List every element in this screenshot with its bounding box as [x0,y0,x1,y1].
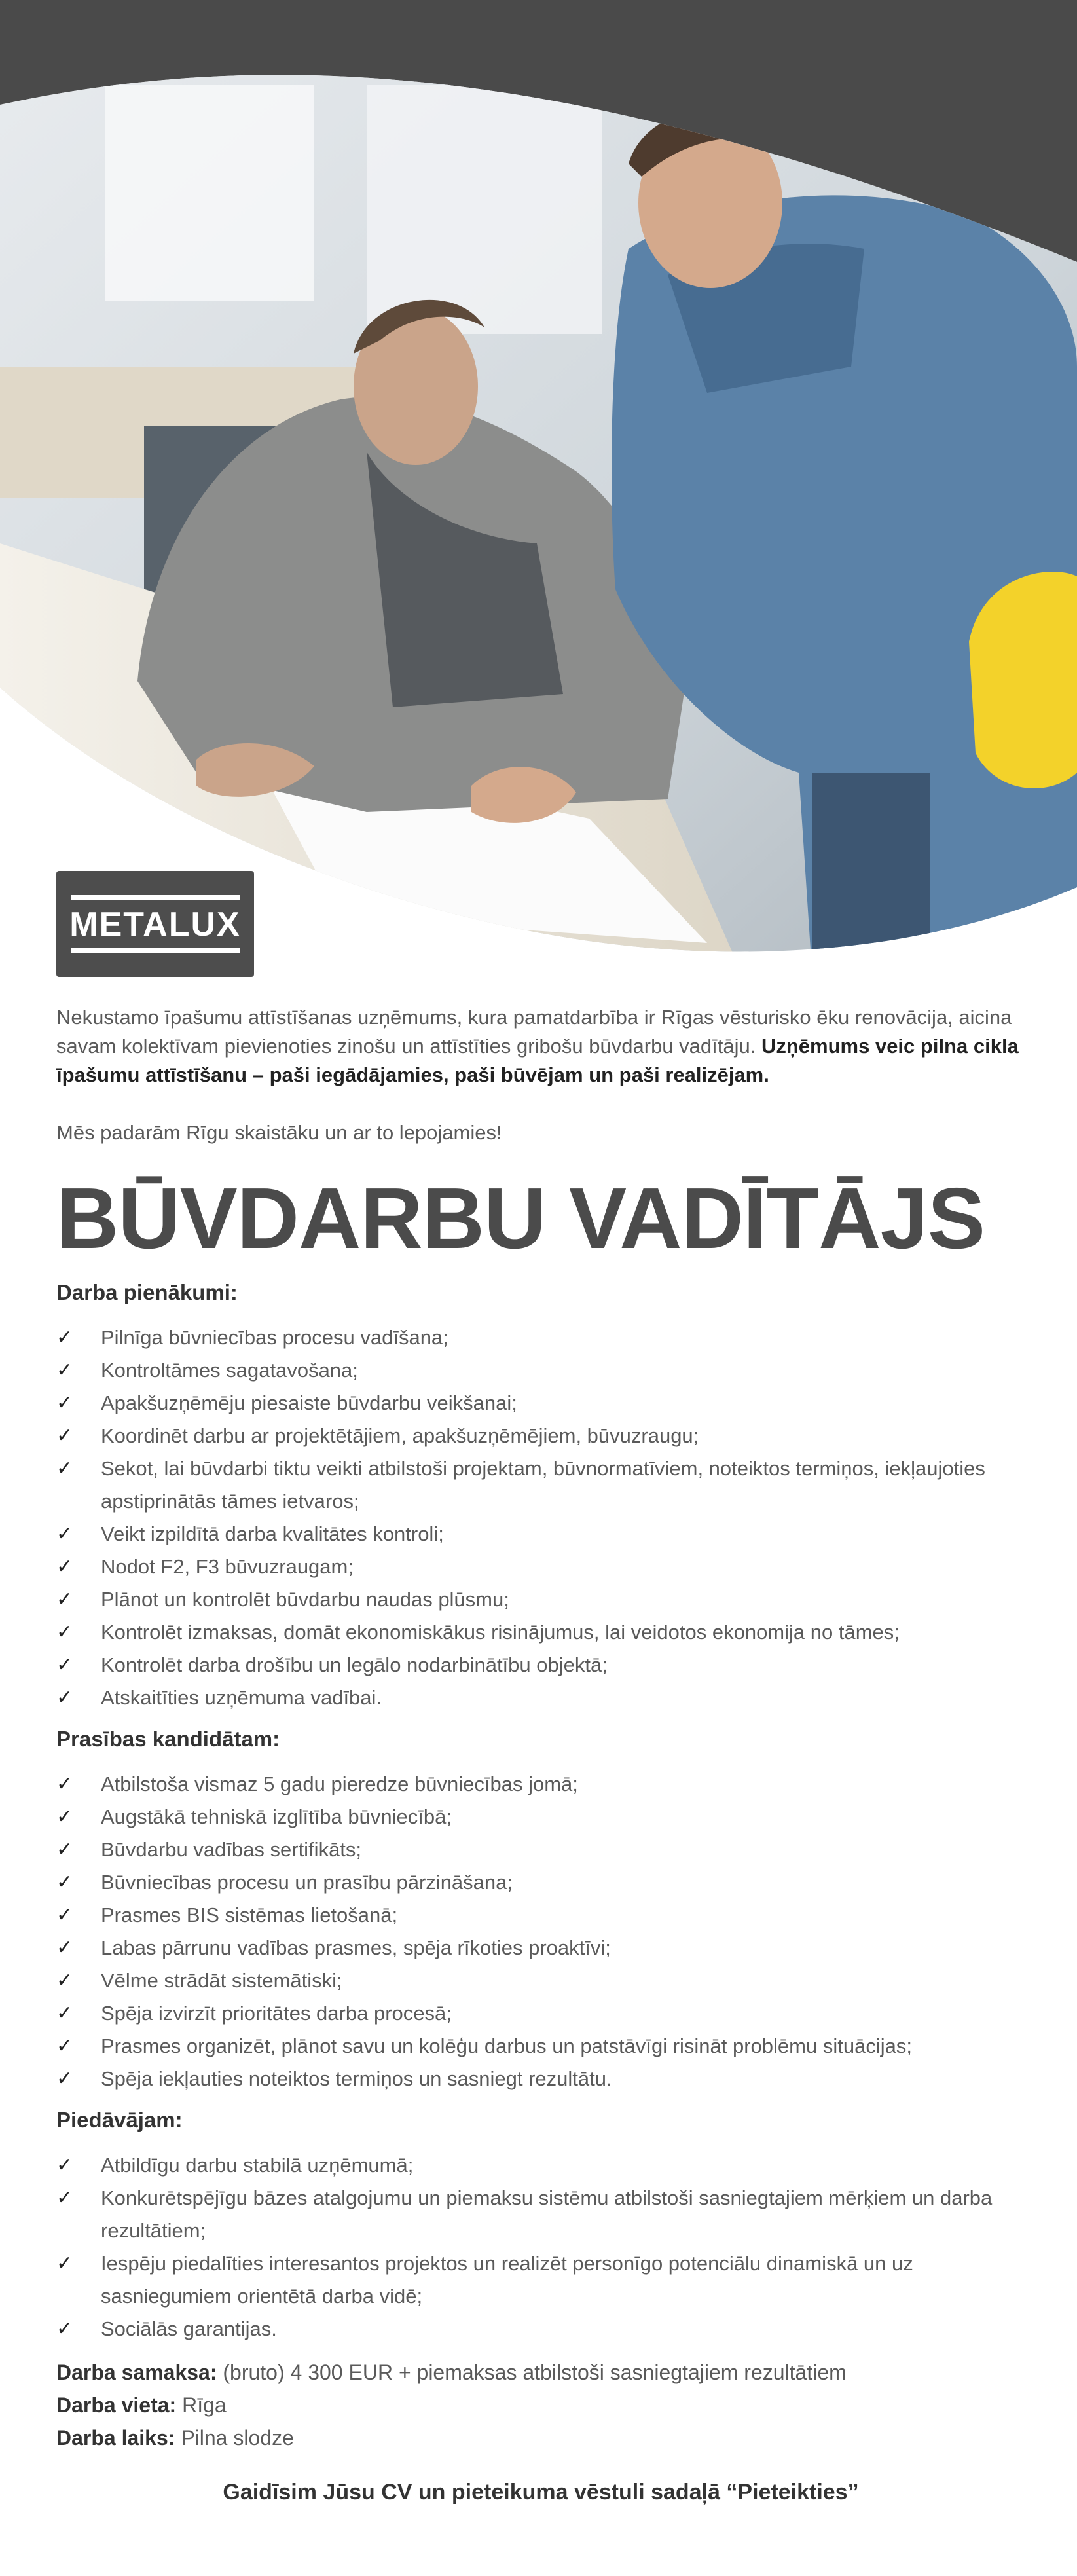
list-item-text: Kontrolēt izmaksas, domāt ekonomiskākus risinājumus, lai veidotos ekonomija no tāmes; [101,1621,900,1644]
check-list [56,1321,1025,1714]
checkmark-icon: ✓ [56,1327,73,1348]
list-item [56,1964,1025,1997]
checkmark-icon: ✓ [56,1589,73,1610]
checkmark-icon: ✓ [56,1458,73,1479]
term-salary [56,2356,1025,2389]
checkmark-icon: ✓ [56,1904,73,1926]
list-item-text: Atbildīgu darbu stabilā uzņēmumā; [101,2154,414,2177]
list-item-text: Vēlme strādāt sistemātiski; [101,1969,342,1992]
list-item-text: Sociālās garantijas. [101,2317,277,2340]
job-title: BŪVDARBU VADĪTĀJS [56,1170,985,1266]
list-item [56,1866,1025,1899]
term-hours-label: Darba laiks: [56,2426,175,2450]
checkmark-icon: ✓ [56,1806,73,1828]
term-location-value: Rīga [176,2393,227,2417]
company-intro [56,1003,1025,1090]
checkmark-icon: ✓ [56,1937,73,1959]
checkmark-icon: ✓ [56,1425,73,1446]
list-item-text: Būvniecības procesu un prasību pārzināšana; [101,1871,513,1894]
job-sections [56,1278,1025,2346]
logo-bottom-rule [71,948,240,953]
list-item-text: Prasmes BIS sistēmas lietošanā; [101,1904,398,1926]
checkmark-icon: ✓ [56,1970,73,1991]
list-item-text: Prasmes organizēt, plānot savu un kolēģu darbus un patstāvīgi risināt problēmu situācijas; [101,2034,912,2057]
list-item [56,1518,1025,1551]
checkmark-icon: ✓ [56,2187,73,2209]
list-item-text: Sekot, lai būvdarbi tiktu veikti atbilstoši projektam, būvnormatīviem, noteiktos termiņos, iekļaujoties apstiprinātās tāmes ietvaros; [101,1457,985,1513]
checkmark-icon: ✓ [56,1392,73,1414]
list-item-text: Atskaitīties uzņēmuma vadībai. [101,1686,382,1709]
list-item [56,2247,1025,2313]
checkmark-icon: ✓ [56,1773,73,1795]
list-item-text: Kontroltāmes sagatavošana; [101,1359,358,1382]
checkmark-icon: ✓ [56,1523,73,1545]
term-location-label: Darba vieta: [56,2393,177,2417]
metalux-logo [56,871,254,977]
checkmark-icon: ✓ [56,1621,73,1643]
list-item-text: Spēja izvirzīt prioritātes darba procesā; [101,2002,452,2025]
checkmark-icon: ✓ [56,1687,73,1708]
list-item [56,1833,1025,1866]
intro-bold-text: Uzņēmums veic pilna cikla īpašumu attīstīšanu – paši iegādājamies, paši būvējam un paši realizējam. [56,1035,1019,1086]
checkmark-icon: ✓ [56,2068,73,2089]
check-list [56,1768,1025,2095]
checkmark-icon: ✓ [56,1839,73,1860]
list-item [56,2030,1025,2063]
list-item [56,1583,1025,1616]
logo-top-rule [71,895,240,900]
list-item-text: Augstākā tehniskā izglītība būvniecībā; [101,1805,452,1828]
list-item [56,1682,1025,1714]
checkmark-icon: ✓ [56,1654,73,1676]
list-item [56,1616,1025,1649]
list-item [56,1768,1025,1801]
list-item [56,1649,1025,1682]
section-heading: Piedāvājam: [56,2108,183,2132]
list-item [56,1932,1025,1964]
list-item [56,2313,1025,2346]
term-hours-value: Pilna slodze [175,2426,294,2450]
list-item-text: Nodot F2, F3 būvuzraugam; [101,1555,354,1578]
list-item-text: Labas pārrunu vadības prasmes, spēja rīkoties proaktīvi; [101,1936,611,1959]
application-call-to-action: Gaidīsim Jūsu CV un pieteikuma vēstuli sadaļā “Pieteikties” [223,2480,859,2505]
checkmark-icon: ✓ [56,2154,73,2176]
list-item [56,2149,1025,2182]
list-item [56,2063,1025,2095]
list-item-text: Spēja iekļauties noteiktos termiņos un sasniegt rezultātu. [101,2067,612,2090]
list-item [56,1551,1025,1583]
list-item [56,1899,1025,1932]
list-item-text: Veikt izpildītā darba kvalitātes kontroli; [101,1522,444,1545]
section-heading: Darba pienākumi: [56,1280,238,1304]
list-item [56,1387,1025,1420]
list-item-text: Plānot un kontrolēt būvdarbu naudas plūsmu; [101,1588,509,1611]
logo-text: METALUX [69,906,241,944]
list-item-text: Kontrolēt darba drošību un legālo nodarbinātību objektā; [101,1653,608,1676]
list-item [56,1997,1025,2030]
list-item [56,2182,1025,2247]
list-item [56,1420,1025,1452]
checkmark-icon: ✓ [56,2318,73,2340]
term-salary-value: (bruto) 4 300 EUR + piemaksas atbilstoši sasniegtajiem rezultātiem [217,2361,847,2384]
list-item-text: Pilnīga būvniecības procesu vadīšana; [101,1326,448,1349]
check-list [56,2149,1025,2346]
list-item-text: Iespēju piedalīties interesantos projektos un realizēt personīgo potenciālu dinamiskā un uz sasniegumiem orientētā darba vidē; [101,2252,913,2308]
employment-terms [56,2356,1025,2454]
term-location [56,2389,1025,2421]
checkmark-icon: ✓ [56,2253,73,2274]
checkmark-icon: ✓ [56,2035,73,2057]
list-item [56,1321,1025,1354]
intro-text: Nekustamo īpašumu attīstīšanas uzņēmums, kura pamatdarbība ir Rīgas vēsturisko ēku renovācija, aicina savam kolektīvam pievienoties zinošu un attīstīties gribošu būvdarbu vadītāju. [56,1006,1012,1058]
list-item-text: Apakšuzņēmēju piesaiste būvdarbu veikšanai; [101,1391,517,1414]
list-item [56,1452,1025,1518]
list-item-text: Atbilstoša vismaz 5 gadu pieredze būvniecības jomā; [101,1773,578,1795]
list-item-text: Būvdarbu vadības sertifikāts; [101,1838,362,1861]
list-item-text: Konkurētspējīgu bāzes atalgojumu un piemaksu sistēmu atbilstoši sasniegtajiem mērķiem un darba rezultātiem; [101,2186,993,2242]
term-hours [56,2421,1025,2454]
checkmark-icon: ✓ [56,2002,73,2024]
list-item [56,1801,1025,1833]
checkmark-icon: ✓ [56,1871,73,1893]
term-salary-label: Darba samaksa: [56,2361,217,2384]
company-motto: Mēs padarām Rīgu skaistāku un ar to lepojamies! [56,1121,502,1144]
hero-photo [0,0,1077,969]
checkmark-icon: ✓ [56,1359,73,1381]
list-item [56,1354,1025,1387]
checkmark-icon: ✓ [56,1556,73,1577]
section-heading: Prasības kandidātam: [56,1727,280,1751]
list-item-text: Koordinēt darbu ar projektētājiem, apakšuzņēmējiem, būvuzraugu; [101,1424,699,1447]
job-ad-content [56,1003,1025,2508]
